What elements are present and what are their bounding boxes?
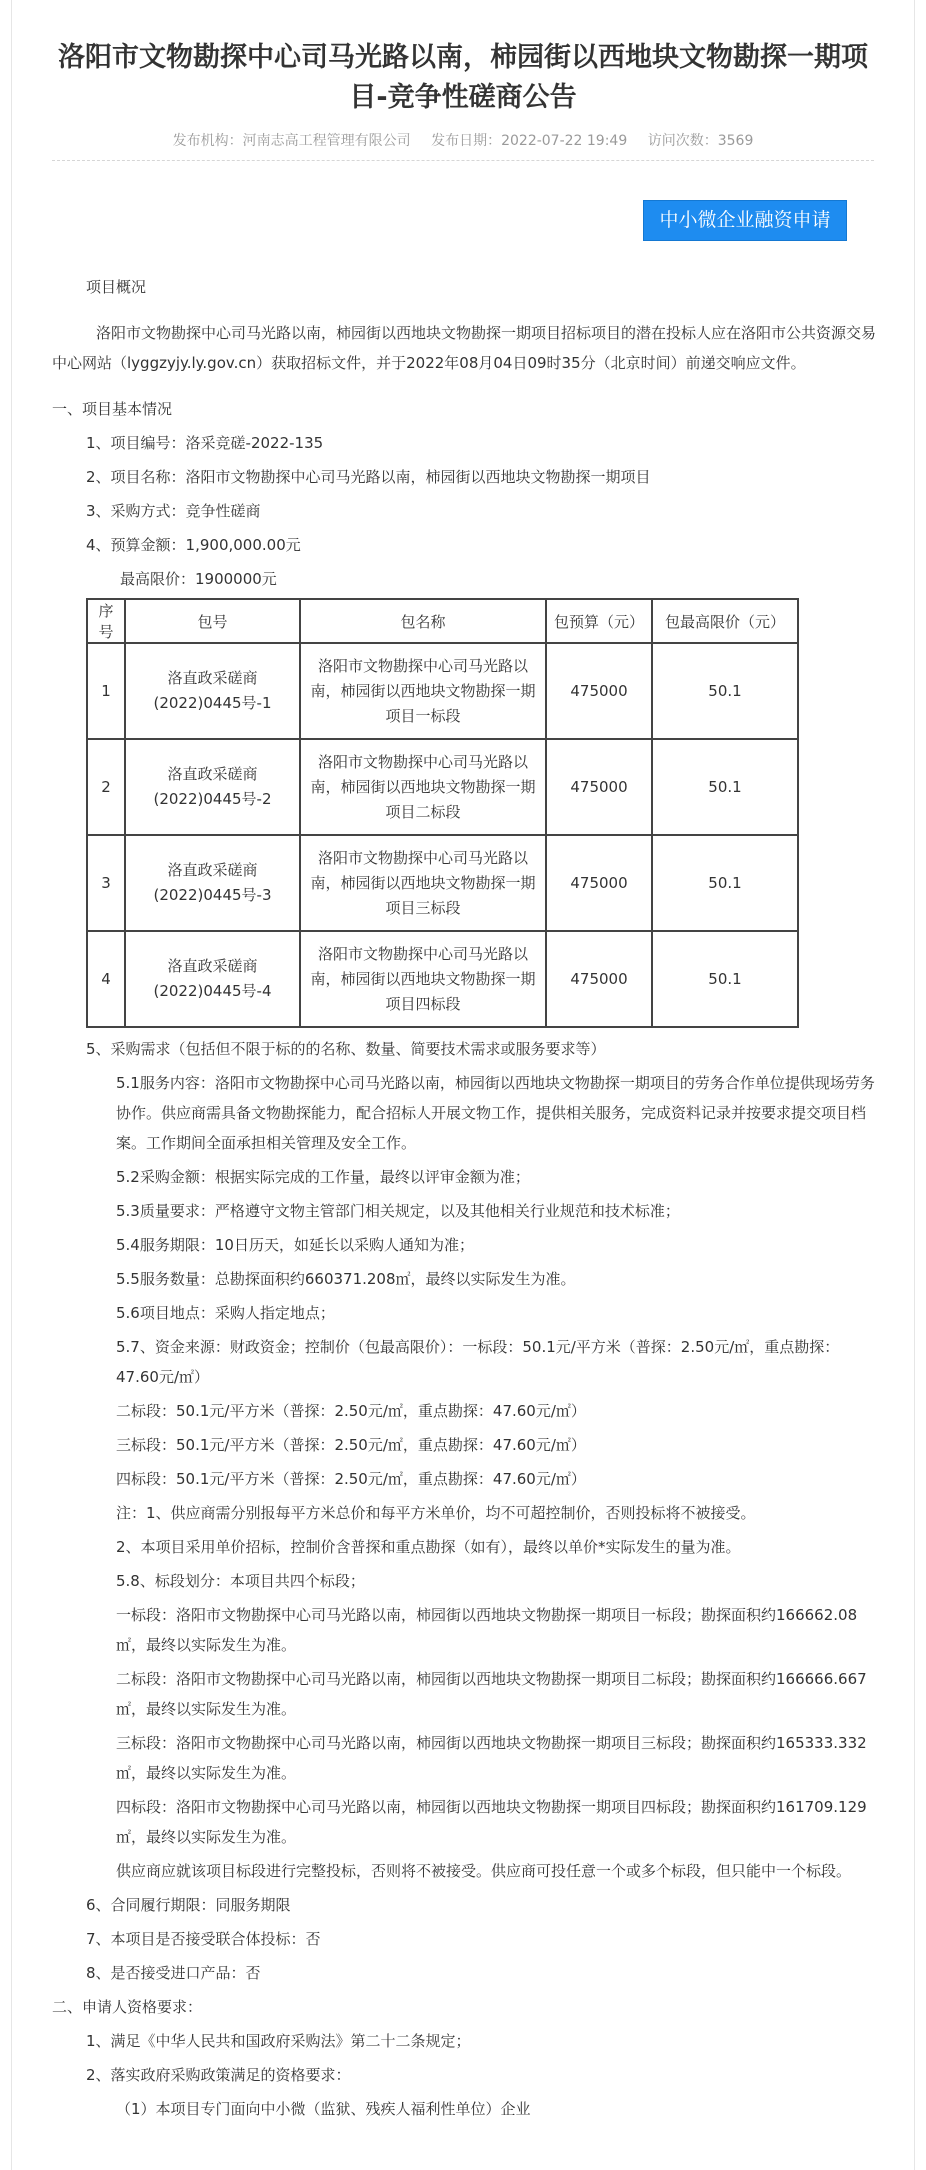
row-max: 50.1	[652, 835, 798, 931]
section1-item-2: 2、项目名称：洛阳市文物勘探中心司马光路以南，柿园街以西地块文物勘探一期项目	[86, 468, 651, 486]
row-max: 50.1	[652, 739, 798, 835]
section1-item-8: 8、是否接受进口产品：否	[86, 1964, 261, 1982]
section2-sub-item: （1）本项目专门面向中小微（监狱、残疾人福利性单位）企业	[116, 2100, 531, 2118]
section1-item-6: 6、合同履行期限：同服务期限	[86, 1896, 291, 1914]
section5-item: 四标段：50.1元/平方米（普探：2.50元/㎡，重点勘探：47.60元/㎡）	[116, 1470, 586, 1488]
visit-count: 访问次数：3569	[647, 133, 754, 149]
section5-item: 三标段：50.1元/平方米（普探：2.50元/㎡，重点勘探：47.60元/㎡）	[116, 1436, 586, 1454]
table-header-row	[87, 599, 798, 643]
row-no: 3	[87, 835, 125, 931]
section5-item: 5.1服务内容：洛阳市文物勘探中心司马光路以南，柿园街以西地块文物勘探一期项目的劳务合作单位提供现场劳务协作。供应商需具备文物勘探能力，配合招标人开展文物工作，提供相关服务，完成资料记录并按要求提交项目档案。工作期间全面承担相关管理及安全工作。	[116, 1074, 875, 1152]
row-code: 洛直政采磋商(2022)0445号-3	[125, 835, 300, 931]
row-code: 洛直政采磋商(2022)0445号-4	[125, 931, 300, 1027]
table-row	[87, 739, 798, 835]
section5-item: 5.6项目地点：采购人指定地点；	[116, 1304, 335, 1322]
section5-item: 一标段：洛阳市文物勘探中心司马光路以南，柿园街以西地块文物勘探一期项目一标段；勘探面积约166662.08㎡，最终以实际发生为准。	[116, 1606, 858, 1654]
section5-item: 5.5服务数量：总勘探面积约660371.208㎡，最终以实际发生为准。	[116, 1270, 576, 1288]
row-max: 50.1	[652, 931, 798, 1027]
row-budget: 475000	[546, 835, 652, 931]
row-name: 洛阳市文物勘探中心司马光路以南，柿园街以西地块文物勘探一期项目三标段	[300, 835, 546, 931]
finance-apply-button[interactable]: 中小微企业融资申请	[643, 200, 847, 241]
section2-item-2: 2、落实政府采购政策满足的资格要求：	[86, 2066, 351, 2084]
table-row	[87, 643, 798, 739]
section5-item: 四标段：洛阳市文物勘探中心司马光路以南，柿园街以西地块文物勘探一期项目四标段；勘探面积约161709.129㎡，最终以实际发生为准。	[116, 1798, 867, 1846]
row-code: 洛直政采磋商(2022)0445号-2	[125, 739, 300, 835]
row-no: 4	[87, 931, 125, 1027]
meta-info	[52, 130, 874, 161]
section5-item: 二标段：50.1元/平方米（普探：2.50元/㎡，重点勘探：47.60元/㎡）	[116, 1402, 586, 1420]
package-table	[86, 598, 799, 1028]
section5-note: 注：1、供应商需分别报每平方米总价和每平方米单价，均不可超控制价，否则投标将不被接受。	[116, 1504, 756, 1522]
overview-text: 洛阳市文物勘探中心司马光路以南，柿园街以西地块文物勘探一期项目招标项目的潜在投标人应在洛阳市公共资源交易中心网站（lyggzyjy.ly.gov.cn）获取招标文件，并于2022年08月04日09时35分（北京时间）前递交响应文件。	[52, 324, 877, 372]
row-name: 洛阳市文物勘探中心司马光路以南，柿园街以西地块文物勘探一期项目四标段	[300, 931, 546, 1027]
header-no: 序号	[87, 599, 125, 643]
header-name: 包名称	[300, 599, 546, 643]
max-price: 最高限价：1900000元	[120, 570, 277, 588]
table-row	[87, 931, 798, 1027]
section1-heading: 一、项目基本情况	[52, 400, 173, 418]
header-budget: 包预算（元）	[546, 599, 652, 643]
row-no: 2	[87, 739, 125, 835]
section1-item-4: 4、预算金额：1,900,000.00元	[86, 536, 301, 554]
row-code: 洛直政采磋商(2022)0445号-1	[125, 643, 300, 739]
section5-item: 5.8、标段划分：本项目共四个标段；	[116, 1572, 365, 1590]
announcement-body	[12, 272, 915, 2128]
row-max: 50.1	[652, 643, 798, 739]
section5-item: 5.7、资金来源：财政资金；控制价（包最高限价）：一标段：50.1元/平方米（普探：2.50元/㎡，重点勘探：47.60元/㎡）	[116, 1338, 840, 1386]
row-budget: 475000	[546, 739, 652, 835]
section1-item-7: 7、本项目是否接受联合体投标：否	[86, 1930, 321, 1948]
publisher: 发布机构：河南志高工程管理有限公司	[172, 133, 411, 149]
row-no: 1	[87, 643, 125, 739]
section2-item-1: 1、满足《中华人民共和国政府采购法》第二十二条规定；	[86, 2032, 471, 2050]
section5-item: 5.2采购金额：根据实际完成的工作量，最终以评审金额为准；	[116, 1168, 530, 1186]
row-budget: 475000	[546, 931, 652, 1027]
header-code: 包号	[125, 599, 300, 643]
section5-item: 5.3质量要求：严格遵守文物主管部门相关规定，以及其他相关行业规范和技术标准；	[116, 1202, 680, 1220]
section5-item: 二标段：洛阳市文物勘探中心司马光路以南，柿园街以西地块文物勘探一期项目二标段；勘探面积约166666.667㎡，最终以实际发生为准。	[116, 1670, 867, 1718]
section1-item-3: 3、采购方式：竞争性磋商	[86, 502, 261, 520]
overview-heading: 项目概况	[86, 278, 147, 296]
row-name: 洛阳市文物勘探中心司马光路以南，柿园街以西地块文物勘探一期项目一标段	[300, 643, 546, 739]
row-name: 洛阳市文物勘探中心司马光路以南，柿园街以西地块文物勘探一期项目二标段	[300, 739, 546, 835]
announcement-page	[11, 0, 915, 2170]
publish-date: 发布日期：2022-07-22 19:49	[431, 133, 628, 149]
section5-heading: 5、采购需求（包括但不限于标的的名称、数量、简要技术需求或服务要求等）	[86, 1040, 606, 1058]
table-row	[87, 835, 798, 931]
row-budget: 475000	[546, 643, 652, 739]
section2-heading: 二、申请人资格要求：	[52, 1998, 203, 2016]
section1-item-1: 1、项目编号：洛采竞磋-2022-135	[86, 434, 324, 452]
section5-note: 2、本项目采用单价招标，控制价含普探和重点勘探（如有），最终以单价*实际发生的量为准。	[116, 1538, 741, 1556]
page-title: 洛阳市文物勘探中心司马光路以南，柿园街以西地块文物勘探一期项目-竞争性磋商公告	[58, 42, 868, 113]
section5-item: 三标段：洛阳市文物勘探中心司马光路以南，柿园街以西地块文物勘探一期项目三标段；勘探面积约165333.332㎡，最终以实际发生为准。	[116, 1734, 867, 1782]
section5-item: 5.4服务期限：10日历天，如延长以采购人通知为准；	[116, 1236, 474, 1254]
section5-item: 供应商应就该项目标段进行完整投标，否则将不被接受。供应商可投任意一个或多个标段，但只能中一个标段。	[116, 1862, 852, 1880]
header-max: 包最高限价（元）	[652, 599, 798, 643]
